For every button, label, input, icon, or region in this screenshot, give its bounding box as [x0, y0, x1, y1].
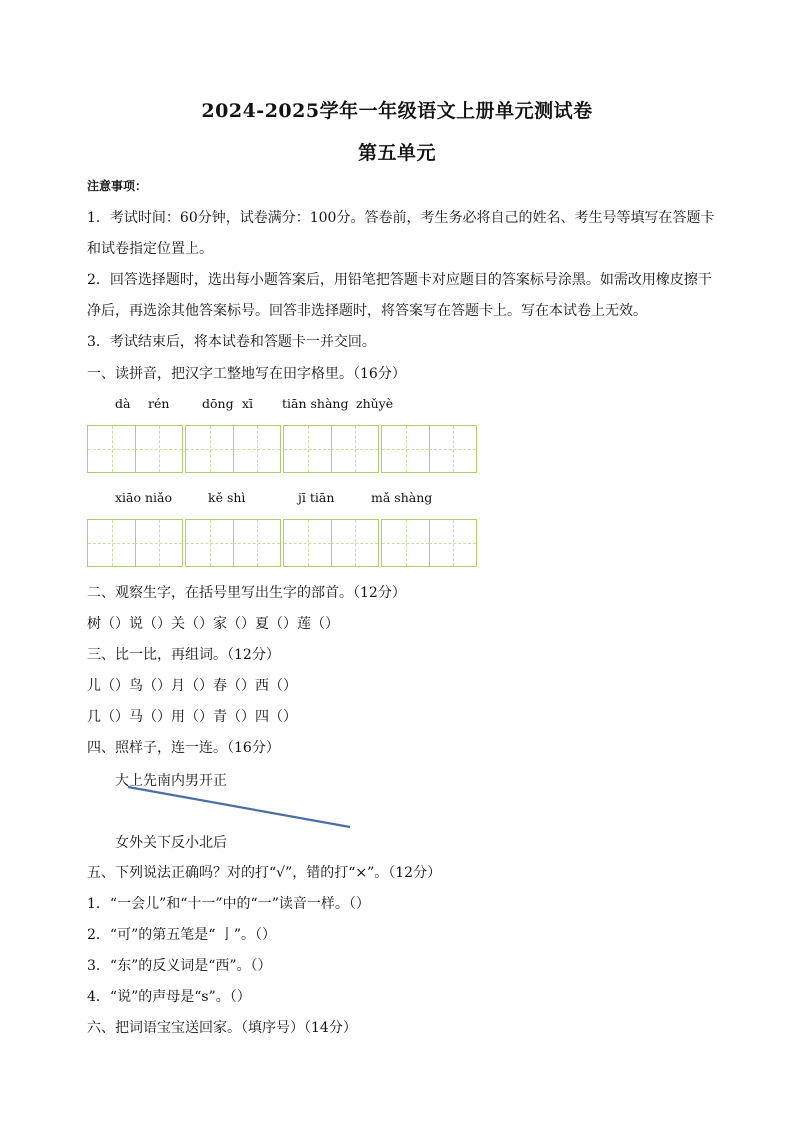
exam-title: 2024-2025学年一年级语文上册单元测试卷	[201, 100, 593, 122]
note-line: 2．回答选择题时，选出每小题答案后，用铅笔把答题卡对应题目的答案标号涂黑。如需改用橡皮擦干	[87, 272, 712, 288]
q3-line-1[interactable]: 儿（）鸟（）月（）春（）西（）	[87, 678, 297, 694]
note-line: 和试卷指定位置上。	[87, 241, 213, 257]
q6-heading: 六、把词语宝宝送回家。（填序号）（14分）	[87, 1020, 357, 1036]
note-line: 3．考试结束后，将本试卷和答题卡一并交回。	[87, 334, 376, 350]
q5-item[interactable]: 2．“可”的第五笔是“ 亅”。（）	[87, 927, 276, 943]
q5-item[interactable]: 3．“东”的反义词是“西”。（）	[87, 958, 272, 974]
q3-line-2[interactable]: 几（）马（）用（）青（）四（）	[87, 709, 297, 725]
q3-heading: 三、比一比，再组词。（12分）	[87, 647, 280, 663]
q5-item[interactable]: 4．“说”的声母是“s”。（）	[87, 989, 251, 1005]
pinyin-label: tiān shàng	[282, 396, 349, 411]
q2-radicals-line[interactable]: 树（）说（）关（）家（）夏（）莲（）	[87, 616, 339, 632]
note-line: 净后，再选涂其他答案标号。回答非选择题时，将答案写在答题卡上。写在本试卷上无效。	[87, 303, 647, 319]
pinyin-label: rén	[148, 396, 170, 411]
pinyin-label: dōng	[202, 396, 234, 411]
note-line: 1．考试时间：60分钟，试卷满分：100分。答卷前，考生务必将自己的姓名、考生号等填写在答题卡	[87, 210, 715, 226]
q1-heading: 一、读拼音，把汉字工整地写在田字格里。（16分）	[87, 366, 406, 382]
q2-heading: 二、观察生字，在括号里写出生字的部首。（12分）	[87, 585, 406, 601]
pinyin-label: kě shì	[208, 490, 246, 505]
pinyin-label: mǎ shàng	[371, 490, 433, 505]
q4-bottom-words[interactable]: 女外关下反小北后	[115, 835, 227, 851]
pinyin-label: xī	[242, 396, 254, 411]
pinyin-label: xiāo niǎo	[115, 490, 173, 505]
unit-title: 第五单元	[357, 142, 436, 164]
notes-heading: 注意事项：	[87, 179, 148, 193]
pinyin-label: jī tiān	[298, 490, 335, 505]
q5-item[interactable]: 1．“一会儿”和“十一”中的“一”读音一样。（）	[87, 896, 370, 912]
pinyin-label: dà	[115, 396, 131, 411]
q5-heading: 五、下列说法正确吗？对的打“√”，错的打“×”。（12分）	[87, 865, 442, 881]
q4-heading: 四、照样子，连一连。（16分）	[87, 740, 280, 756]
q4-top-words[interactable]: 大上先南内男开正	[115, 773, 227, 789]
pinyin-label: zhǔyè	[356, 396, 394, 411]
